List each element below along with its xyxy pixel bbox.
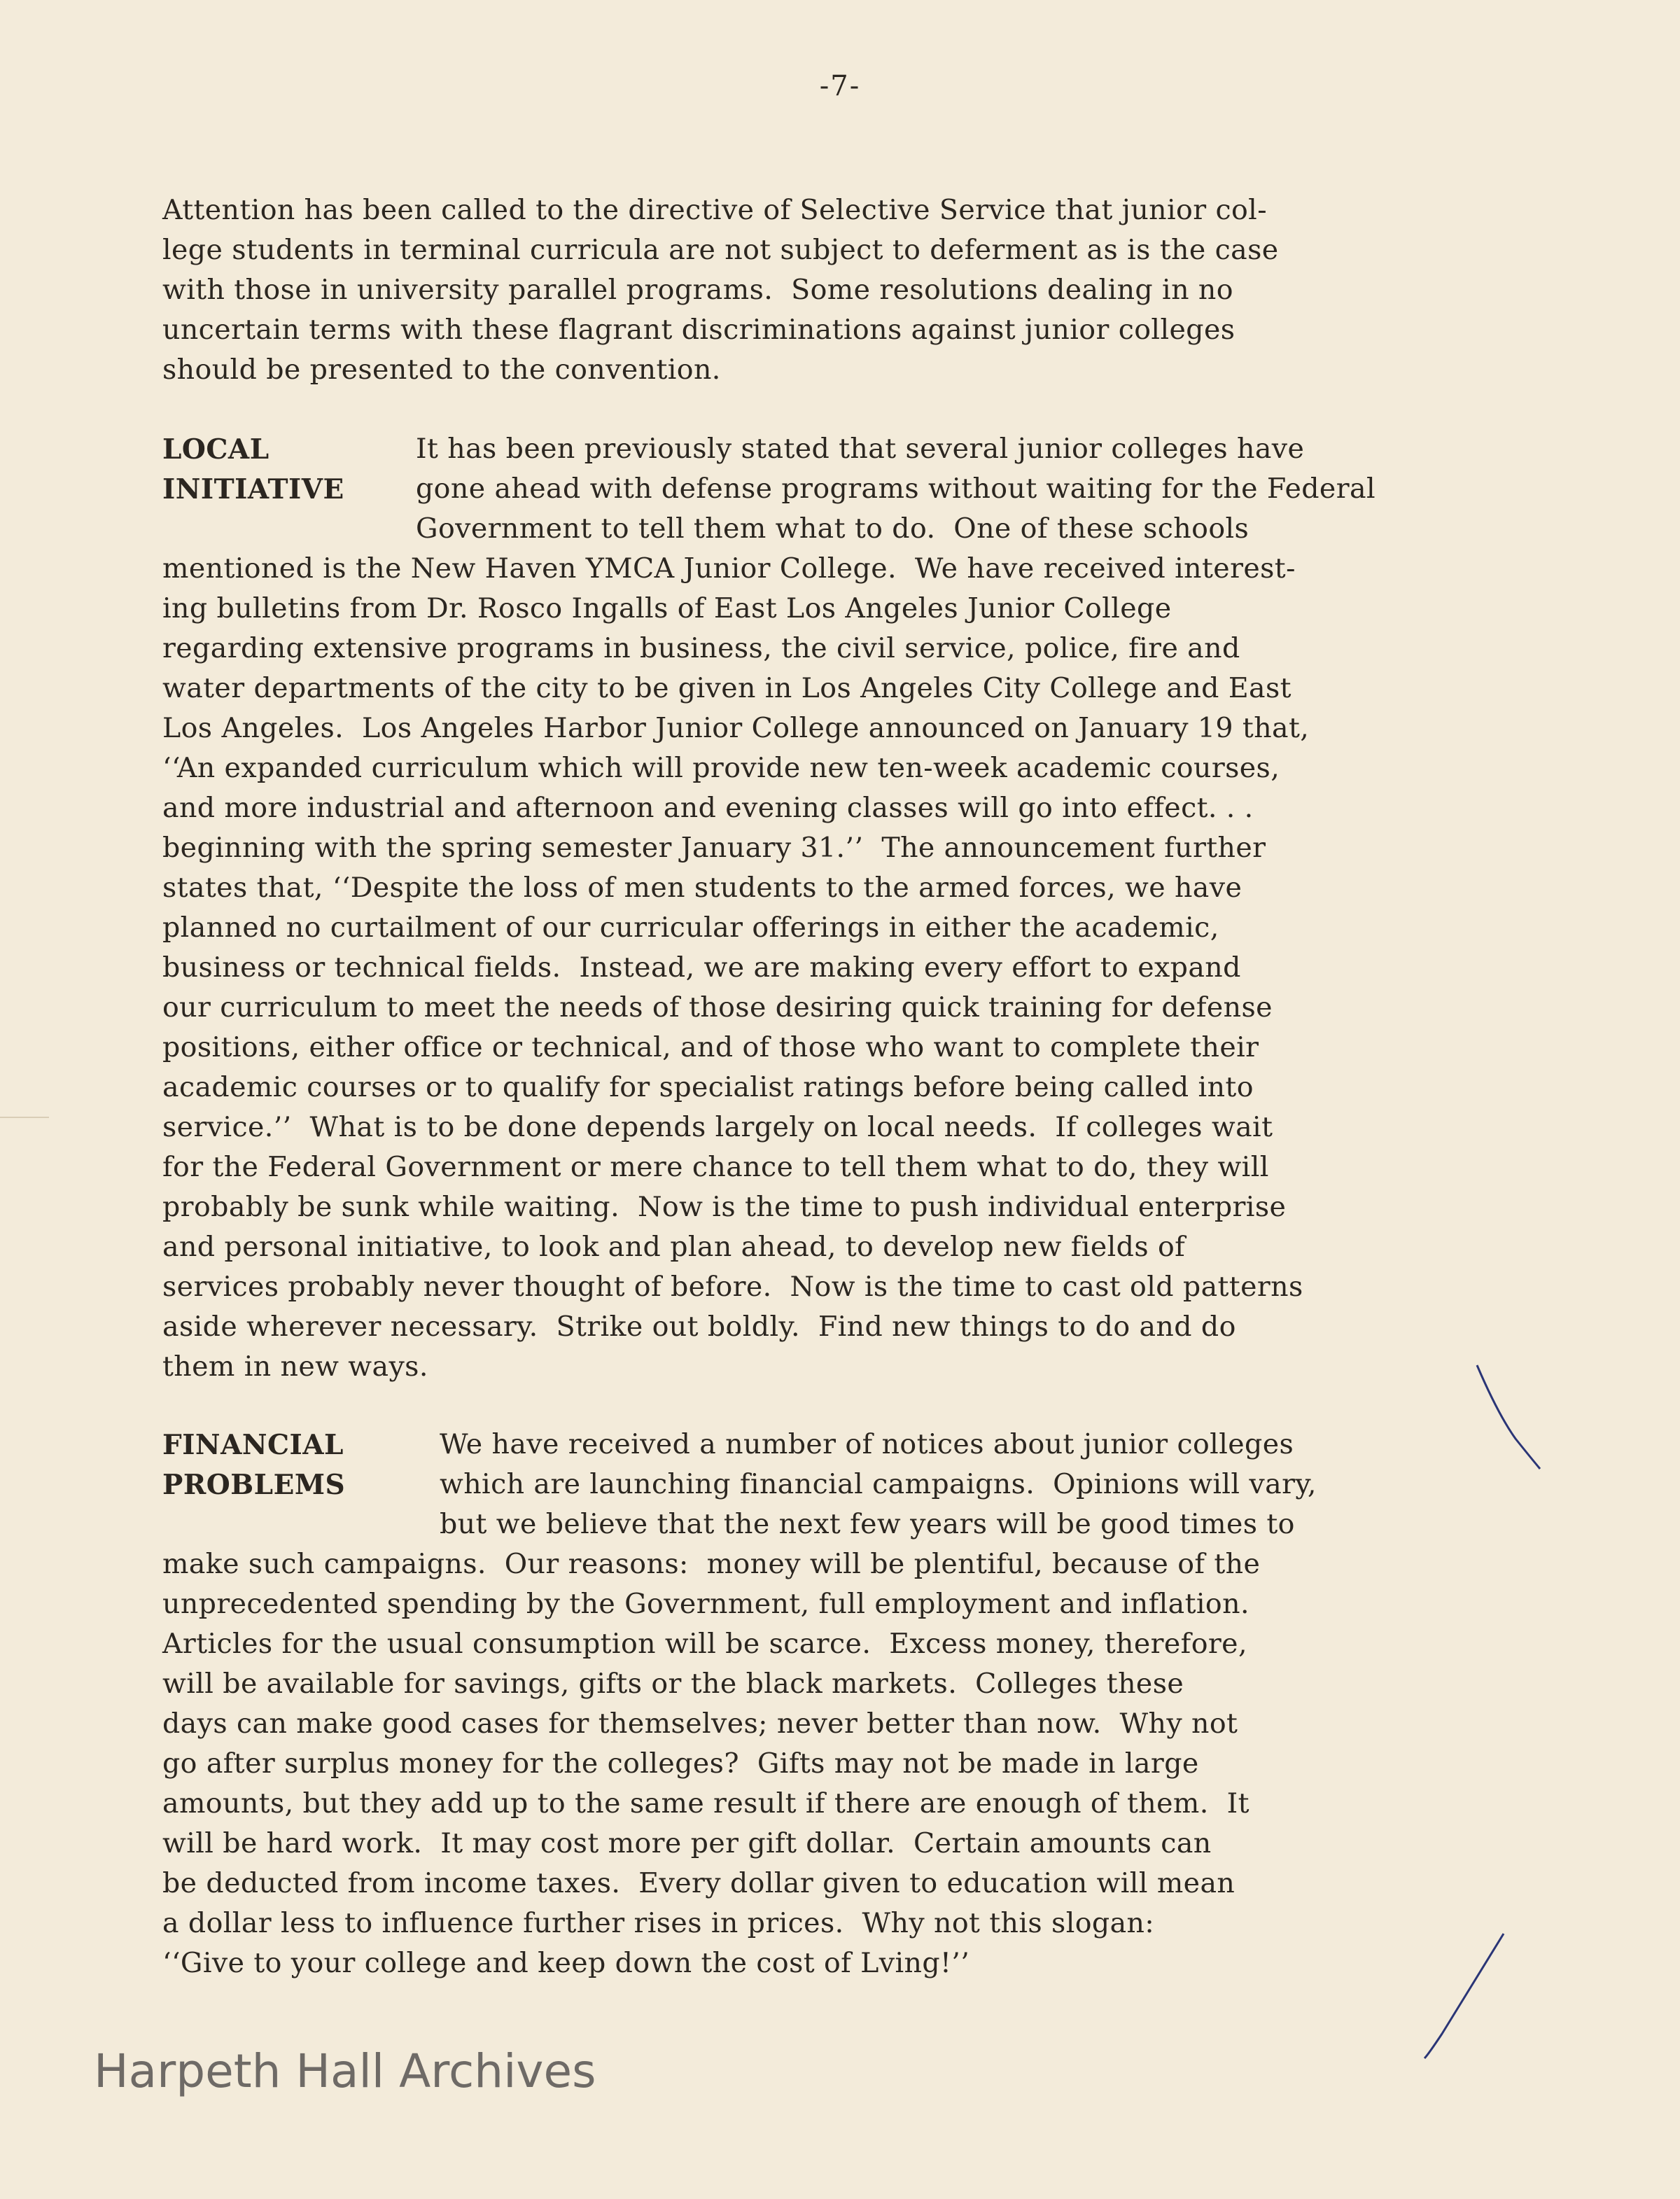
pen-mark-upper <box>1477 1365 1540 1469</box>
local-line: ing bulletins from Dr. Rosco Ingalls of East Los Angeles Junior College <box>162 592 1172 624</box>
local-line: and more industrial and afternoon and evening classes will go into effect. . . <box>162 792 1254 824</box>
local-line: our curriculum to meet the needs of those desiring quick training for defense <box>162 991 1273 1024</box>
financial-heading: FINANCIAL <box>162 1429 344 1461</box>
financial-indented-line: but we believe that the next few years will be good times to <box>440 1508 1295 1540</box>
local-line: ‘‘An expanded curriculum which will provide new ten-week academic courses, <box>162 752 1280 784</box>
local-line: academic courses or to qualify for specialist ratings before being called into <box>162 1071 1254 1103</box>
local-line: for the Federal Government or mere chance to tell them what to do, they will <box>162 1151 1269 1183</box>
local-indented-line: Government to tell them what to do. One of these schools <box>416 512 1250 545</box>
local-line: regarding extensive programs in business, the civil service, police, fire and <box>162 632 1240 664</box>
initiative-heading: INITIATIVE <box>162 473 344 505</box>
page-number: -7- <box>819 70 861 102</box>
paragraph1-line: Attention has been called to the directive of Selective Service that junior col- <box>162 194 1267 226</box>
financial-line: amounts, but they add up to the same result if there are enough of them. It <box>162 1787 1250 1820</box>
financial-line: Articles for the usual consumption will be scarce. Excess money, therefore, <box>162 1628 1247 1660</box>
pen-mark-lower <box>1424 1934 1504 2058</box>
local-line: service.’’ What is to be done depends largely on local needs. If colleges wait <box>162 1111 1273 1143</box>
local-line: services probably never thought of before. Now is the time to cast old patterns <box>162 1271 1303 1303</box>
local-line: planned no curtailment of our curricular offerings in either the academic, <box>162 912 1219 944</box>
financial-line: be deducted from income taxes. Every dollar given to education will mean <box>162 1867 1236 1899</box>
problems-heading: PROBLEMS <box>162 1469 346 1501</box>
financial-line: a dollar less to influence further rises in prices. Why not this slogan: <box>162 1907 1155 1939</box>
local-line: probably be sunk while waiting. Now is the time to push individual enterprise <box>162 1191 1287 1223</box>
local-line: Los Angeles. Los Angeles Harbor Junior College announced on January 19 that, <box>162 712 1310 744</box>
financial-line: make such campaigns. Our reasons: money will be plentiful, because of the <box>162 1548 1261 1580</box>
local-line: beginning with the spring semester January 31.’’ The announcement further <box>162 832 1266 864</box>
paragraph1-line: uncertain terms with these flagrant discriminations against junior colleges <box>162 314 1236 346</box>
local-line: business or technical fields. Instead, we are making every effort to expand <box>162 951 1241 984</box>
local-line: positions, either office or technical, and of those who want to complete their <box>162 1031 1259 1063</box>
local-line: and personal initiative, to look and plan ahead, to develop new fields of <box>162 1231 1186 1263</box>
financial-line: days can make good cases for themselves; never better than now. Why not <box>162 1708 1238 1740</box>
local-line: them in new ways. <box>162 1350 428 1383</box>
financial-line: unprecedented spending by the Government, full employment and inflation. <box>162 1588 1250 1620</box>
local-indented-line: gone ahead with defense programs without waiting for the Federal <box>416 473 1376 505</box>
local-line: mentioned is the New Haven YMCA Junior College. We have received interest- <box>162 552 1296 585</box>
paragraph1-line: with those in university parallel programs. Some resolutions dealing in no <box>162 274 1233 306</box>
paragraph1-line: should be presented to the convention. <box>162 354 721 386</box>
financial-line: will be hard work. It may cost more per gift dollar. Certain amounts can <box>162 1827 1212 1859</box>
paragraph1-line: lege students in terminal curricula are not subject to deferment as is the case <box>162 234 1279 266</box>
local-line: water departments of the city to be given in Los Angeles City College and East <box>162 672 1292 704</box>
local-heading: LOCAL <box>162 433 270 466</box>
financial-line: ‘‘Give to your college and keep down the cost of Lving!’’ <box>162 1947 970 1979</box>
financial-indented-line: which are launching financial campaigns. Opinions will vary, <box>440 1468 1317 1500</box>
financial-line: go after surplus money for the colleges? Gifts may not be made in large <box>162 1747 1199 1780</box>
local-line: aside wherever necessary. Strike out boldly. Find new things to do and do <box>162 1311 1236 1343</box>
financial-indented-line: We have received a number of notices about junior colleges <box>440 1428 1294 1460</box>
financial-line: will be available for savings, gifts or the black markets. Colleges these <box>162 1668 1184 1700</box>
archive-watermark: Harpeth Hall Archives <box>94 2044 596 2098</box>
local-line: states that, ‘‘Despite the loss of men students to the armed forces, we have <box>162 872 1242 904</box>
local-indented-line: It has been previously stated that several junior colleges have <box>416 433 1305 465</box>
